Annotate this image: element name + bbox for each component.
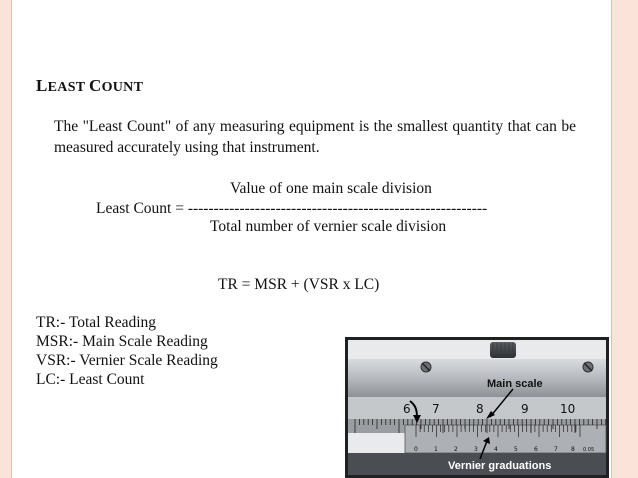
main-scale-number: 10 [560,402,576,416]
intro-paragraph: The "Least Count" of any measuring equipment is the smallest quantity that can be measured accurately using that instrument. [54,118,576,156]
vernier-number: 3 [474,446,478,453]
main-scale-number: 9 [521,402,529,416]
vernier-graduations-label: Vernier graduations [448,460,552,472]
right-border [611,0,638,478]
vernier-caliper-image [345,337,609,478]
vernier-number: 4 [494,446,498,453]
vernier-number: 0 [414,446,418,453]
slide-title: LEAST COUNT [36,76,144,95]
legend-msr: MSR:- Main Scale Reading [36,333,208,350]
vernier-end-label: 0.05 [583,447,595,453]
main-scale-label: Main scale [487,378,543,390]
legend-tr: TR:- Total Reading [36,314,157,331]
formula-lhs: Least Count = ---------------------------------------------------------- [96,200,488,217]
vernier-number: 5 [514,446,518,453]
formula-denominator: Total number of vernier scale division [210,218,447,235]
formula-numerator: Value of one main scale division [230,180,432,197]
thumb-wheel [490,342,516,358]
vernier-number: 1 [434,446,438,453]
main-scale-number: 7 [432,402,440,416]
left-border [0,0,12,478]
vernier-number: 6 [534,446,538,453]
vernier-number: 8 [571,446,575,453]
vernier-number: 2 [454,446,458,453]
legend-vsr: VSR:- Vernier Scale Reading [36,352,218,369]
main-scale-number: 8 [476,402,484,416]
total-reading-formula: TR = MSR + (VSR x LC) [218,276,380,293]
vernier-number: 7 [554,446,558,453]
caliper-body [348,359,606,397]
main-scale-number: 6 [403,402,411,416]
legend-lc: LC:- Least Count [36,371,145,388]
